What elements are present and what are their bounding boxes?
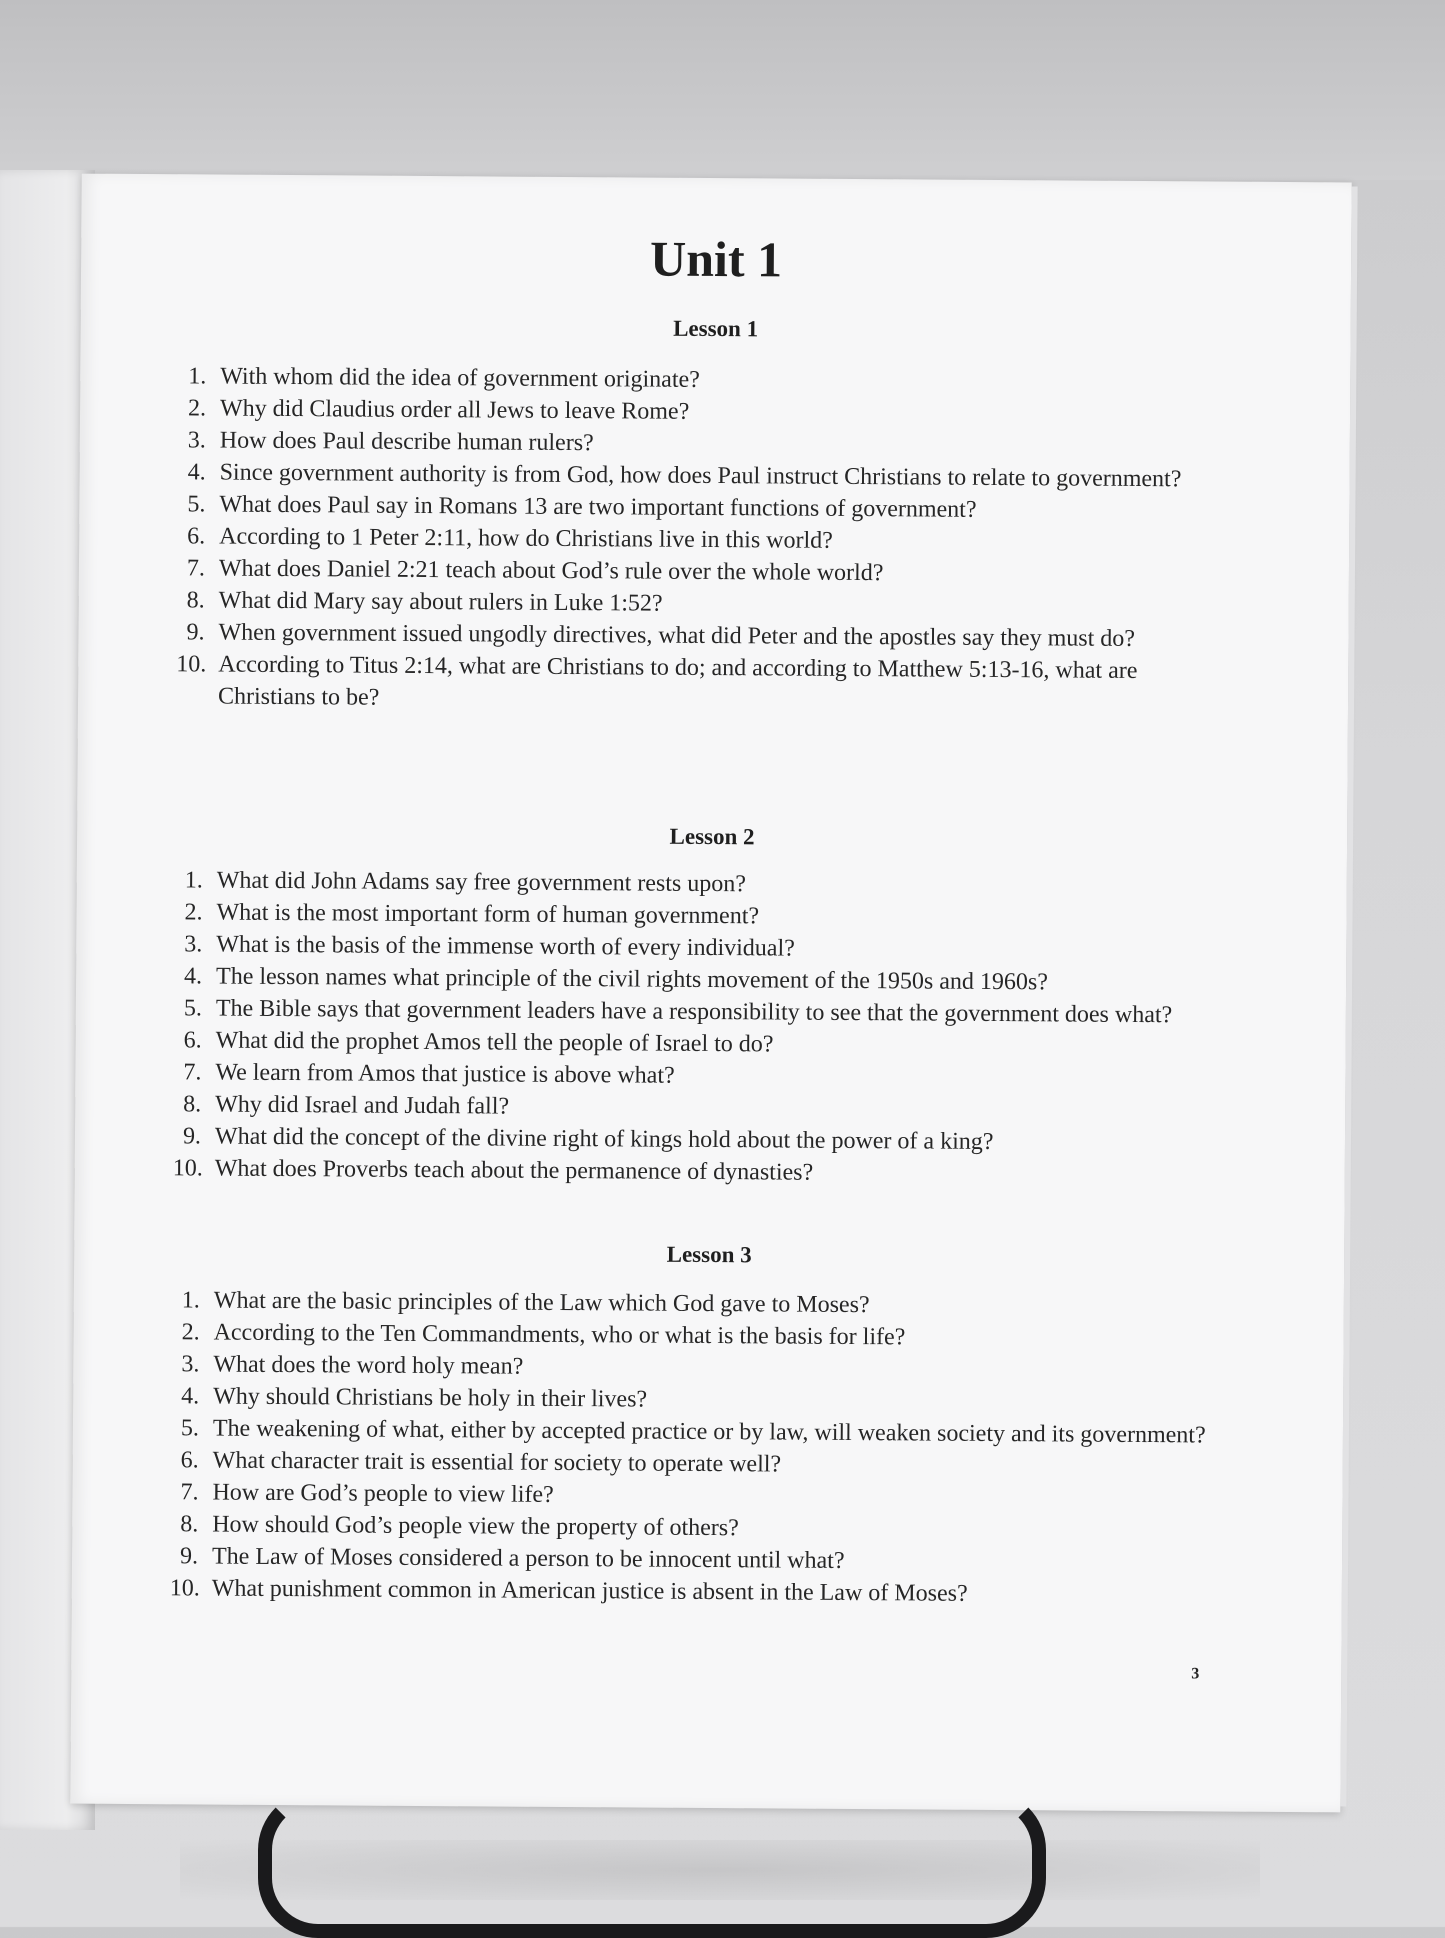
question-text: Why should Christians be holy in their lives? <box>213 1383 648 1413</box>
question-text: What does Proverbs teach about the permanence of dynasties? <box>214 1155 814 1186</box>
question-number: 7. <box>186 555 206 582</box>
question-text: The Bible says that government leaders have a responsibility to see that the government does what? <box>215 995 1173 1029</box>
question-number: 10. <box>169 1575 200 1602</box>
question-text: What did John Adams say free government rests upon? <box>216 867 747 898</box>
question-text: Why did Israel and Judah fall? <box>215 1091 510 1120</box>
question-text: What are the basic principles of the Law which God gave to Moses? <box>213 1287 870 1319</box>
question-number: 9. <box>186 619 205 646</box>
question-text: When government issued ungodly directives, what did Peter and the apostles say they must do? <box>218 619 1136 652</box>
display-stand <box>258 1790 1046 1938</box>
question-number: 10. <box>172 1155 203 1182</box>
question-text: Why did Claudius order all Jews to leave Rome? <box>219 395 690 425</box>
workbook-page <box>70 174 1351 1813</box>
page-edge <box>1340 186 1357 1806</box>
question-number: 8. <box>186 587 205 614</box>
page-number: 3 <box>1191 1665 1200 1683</box>
lesson-2-title: Lesson 2 <box>669 823 755 850</box>
question-number: 2. <box>184 899 203 926</box>
question-number: 1. <box>188 363 207 390</box>
question-number: 8. <box>183 1091 202 1118</box>
question-text: What punishment common in American justice is absent in the Law of Moses? <box>211 1575 968 1607</box>
unit-title: Unit 1 <box>649 230 783 288</box>
question-number: 7. <box>183 1059 202 1086</box>
question-number: 3. <box>184 931 203 958</box>
question-number: 9. <box>182 1123 202 1150</box>
question-number: 1. <box>184 867 203 894</box>
question-number: 8. <box>180 1511 199 1538</box>
question-text: What does Paul say in Romans 13 are two important functions of government? <box>219 491 977 523</box>
lesson-3-title: Lesson 3 <box>666 1241 752 1268</box>
question-number: 9. <box>179 1543 199 1570</box>
question-number: 7. <box>180 1479 199 1506</box>
question-number: 6. <box>183 1027 202 1054</box>
question-item <box>176 648 1238 719</box>
question-text: What character trait is essential for society to operate well? <box>212 1447 782 1478</box>
question-text: The lesson names what principle of the civil rights movement of the 1950s and 1960s? <box>216 963 1049 996</box>
question-text: According to 1 Peter 2:11, how do Christians live in this world? <box>219 523 833 554</box>
question-number: 5. <box>183 995 202 1022</box>
question-number: 6. <box>187 523 206 550</box>
question-text: The weakening of what, either by accepted practice or by law, will weaken society and its government? <box>212 1415 1206 1449</box>
question-number: 4. <box>184 963 203 990</box>
question-number: 5. <box>187 491 206 518</box>
question-number: 6. <box>180 1447 199 1474</box>
question-text: What is the most important form of human government? <box>216 899 760 930</box>
question-number: 10. <box>176 651 207 678</box>
question-text: How does Paul describe human rulers? <box>219 427 594 457</box>
question-item <box>169 1572 1232 1611</box>
question-text: How should God’s people view the property of others? <box>212 1511 739 1542</box>
question-number: 4. <box>187 459 206 486</box>
question-text: What is the basis of the immense worth of every individual? <box>216 931 795 962</box>
question-text: Since government authority is from God, how does Paul instruct Christians to relate to government? <box>219 459 1182 493</box>
lesson-1-title: Lesson 1 <box>673 315 759 342</box>
question-text: How are God’s people to view life? <box>212 1479 554 1508</box>
question-text: The Law of Moses considered a person to be innocent until what? <box>211 1543 845 1574</box>
question-text: What did the prophet Amos tell the people of Israel to do? <box>215 1027 774 1058</box>
question-item <box>172 1152 1235 1191</box>
question-number: 3. <box>187 427 206 454</box>
question-text: What did Mary say about rulers in Luke 1:52? <box>218 587 663 617</box>
question-text: We learn from Amos that justice is above what? <box>215 1059 675 1089</box>
background-wall <box>0 0 1445 180</box>
question-text: What did the concept of the divine right of kings hold about the power of a king? <box>214 1123 994 1155</box>
question-number: 3. <box>181 1351 200 1378</box>
question-number: 1. <box>181 1287 200 1314</box>
question-text: With whom did the idea of government originate? <box>220 363 700 393</box>
lesson-3-questions <box>169 1284 1234 1611</box>
question-number: 2. <box>187 395 207 422</box>
lesson-1-questions <box>176 360 1240 719</box>
question-text: What does the word holy mean? <box>213 1351 524 1380</box>
question-number: 2. <box>181 1319 200 1346</box>
question-text: What does Daniel 2:21 teach about God’s rule over the whole world? <box>218 555 884 587</box>
question-text: According to Titus 2:14, what are Christians to do; and according to Matthew 5:13-16, what are Christians to be? <box>217 651 1138 711</box>
question-text: According to the Ten Commandments, who or what is the basis for life? <box>213 1319 906 1351</box>
lesson-2-questions <box>172 864 1237 1191</box>
question-number: 5. <box>180 1415 200 1442</box>
question-number: 4. <box>181 1383 200 1410</box>
